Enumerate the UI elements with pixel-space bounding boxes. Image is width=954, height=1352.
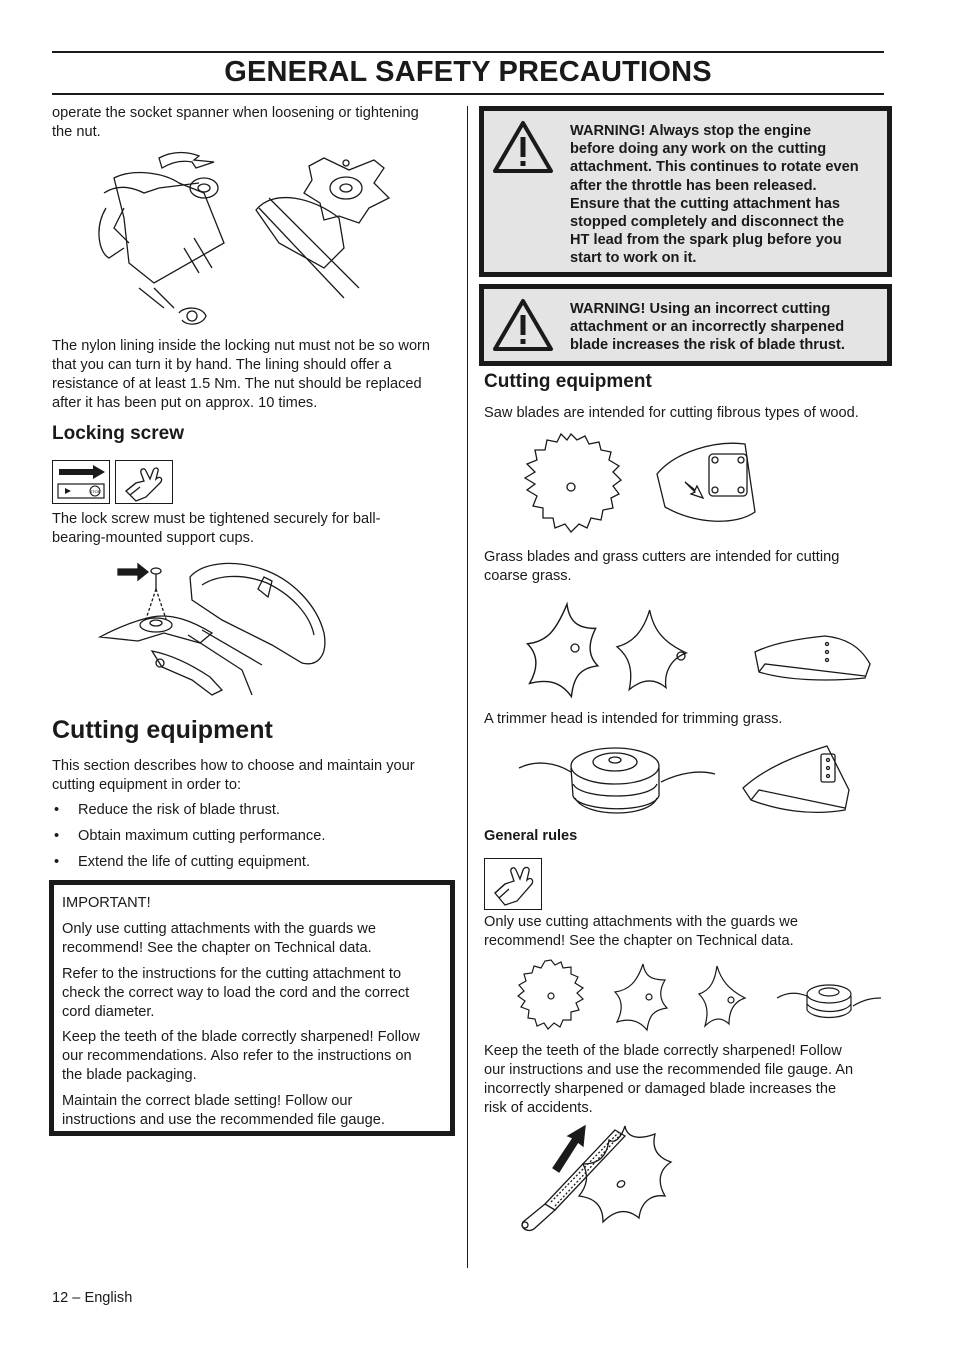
text-line: cutting equipment in order to:	[52, 777, 242, 793]
bullet-marker: •	[54, 854, 60, 870]
text-line: Ensure that the cutting attachment has	[570, 195, 841, 212]
text-line: Refer to the instructions for the cutting attachment to	[62, 966, 402, 982]
text-line: operate the socket spanner when loosening or tightening	[52, 105, 419, 121]
text-line: cord diameter.	[62, 1004, 155, 1020]
text-line: Keep the teeth of the blade correctly sharpened! Follow	[62, 1029, 420, 1045]
important-box	[49, 880, 455, 1136]
text-line: check the correct way to load the cord and the correct	[62, 985, 410, 1001]
paragraph-spanner	[52, 104, 457, 142]
support-cup-illustration	[92, 555, 332, 705]
warning-text	[570, 122, 890, 268]
paragraph-guards	[484, 913, 889, 951]
paragraph-lock-screw	[52, 510, 457, 548]
heading-locking-screw: Locking screw	[52, 423, 184, 444]
text-line: Only use cutting attachments with the guards we	[484, 914, 798, 930]
text-line: start to work on it.	[570, 250, 697, 267]
file-sharpening-illustration	[515, 1122, 685, 1242]
footer-page-number: 12 – English	[52, 1290, 133, 1306]
important-paragraph	[62, 1028, 450, 1085]
paragraph-section-intro	[52, 757, 457, 795]
text-line: The nylon lining inside the locking nut must not be so worn	[52, 338, 431, 354]
paragraph-saw-blades: Saw blades are intended for cutting fibrous types of wood.	[484, 405, 859, 421]
important-heading: IMPORTANT!	[62, 895, 151, 911]
cutting-attachments-illustration	[515, 958, 885, 1038]
text-line: the nut.	[52, 124, 101, 140]
warning-triangle-icon	[491, 297, 555, 353]
text-line: Maintain the correct blade setting! Follow our	[62, 1093, 353, 1109]
paragraph-teeth	[484, 1042, 889, 1118]
text-line: stopped completely and disconnect the	[570, 214, 845, 231]
text-line: Keep the teeth of the blade correctly sharpened! Follow	[484, 1043, 842, 1059]
text-line: HT lead from the spark plug before you	[570, 232, 842, 249]
warning-box-inner	[484, 289, 887, 361]
text-line: recommend! See the chapter on Technical data.	[62, 940, 372, 956]
spanner-illustration	[84, 148, 424, 333]
text-line: instructions and use the recommended file gauge.	[62, 1112, 385, 1128]
trimmer-head-illustration	[515, 738, 855, 828]
heading-general-rules: General rules	[484, 828, 578, 844]
text-line: our instructions and use the recommended file gauge. An	[484, 1062, 854, 1078]
warning-triangle-icon	[491, 119, 555, 175]
text-line: recommend! See the chapter on Technical data.	[484, 933, 794, 949]
glove-icon	[115, 460, 173, 504]
glove-icon	[484, 858, 542, 910]
text-line: WARNING! Always stop the engine	[570, 123, 812, 139]
bullet-text: Obtain maximum cutting performance.	[78, 828, 326, 844]
text-line: Only use cutting attachments with the guards we	[62, 921, 376, 937]
warning-text	[570, 300, 890, 355]
stop-label: STOP	[89, 489, 101, 494]
heading-cutting-equipment: Cutting equipment	[484, 371, 652, 392]
text-line: attachment. This continues to rotate even	[570, 159, 859, 176]
text-line: Grass blades and grass cutters are intended for cutting	[484, 549, 840, 565]
text-line: after the throttle has been released.	[570, 177, 817, 194]
bullet-marker: •	[54, 828, 60, 844]
text-line: our recommendations. Also refer to the instructions on	[62, 1048, 412, 1064]
important-paragraph	[62, 1092, 450, 1130]
text-line: that you can turn it by hand. The lining should offer a	[52, 357, 392, 373]
warning-box-stop-engine	[479, 106, 892, 277]
paragraph-trimmer-head: A trimmer head is intended for trimming grass.	[484, 711, 783, 727]
text-line: after it has been put on approx. 10 times.	[52, 395, 318, 411]
saw-blade-illustration	[515, 432, 875, 544]
text-line: risk of accidents.	[484, 1100, 593, 1116]
warning-box-blade-thrust	[479, 284, 892, 366]
page-title: GENERAL SAFETY PRECAUTIONS	[224, 56, 712, 88]
important-paragraph	[62, 965, 450, 1022]
header-top-rule	[52, 51, 884, 53]
paragraph-nylon	[52, 337, 457, 413]
text-line: bearing-mounted support cups.	[52, 530, 255, 546]
read-manual-icon	[52, 460, 110, 504]
text-line: WARNING! Using an incorrect cutting	[570, 301, 831, 317]
text-line: before doing any work on the cutting	[570, 141, 827, 158]
text-line: resistance of at least 1.5 Nm. The nut should be replaced	[52, 376, 422, 392]
header-bottom-rule	[52, 93, 884, 95]
text-line: The lock screw must be tightened securely for ball-	[52, 511, 381, 527]
text-line: coarse grass.	[484, 568, 572, 584]
text-line: incorrectly sharpened or damaged blade increases the	[484, 1081, 837, 1097]
bullet-text: Reduce the risk of blade thrust.	[78, 802, 280, 818]
text-line: the blade packaging.	[62, 1067, 197, 1083]
text-line: blade increases the risk of blade thrust.	[570, 337, 845, 354]
bullet-text: Extend the life of cutting equipment.	[78, 854, 311, 870]
grass-blades-illustration	[515, 596, 875, 706]
important-paragraph	[62, 920, 450, 958]
bullet-marker: •	[54, 802, 60, 818]
column-divider	[467, 106, 468, 1268]
text-line: attachment or an incorrectly sharpened	[570, 319, 845, 336]
heading-cutting-equipment-main: Cutting equipment	[52, 716, 273, 744]
paragraph-grass-blades	[484, 548, 889, 586]
text-line: This section describes how to choose and maintain your	[52, 758, 415, 774]
warning-box-inner	[484, 111, 887, 272]
